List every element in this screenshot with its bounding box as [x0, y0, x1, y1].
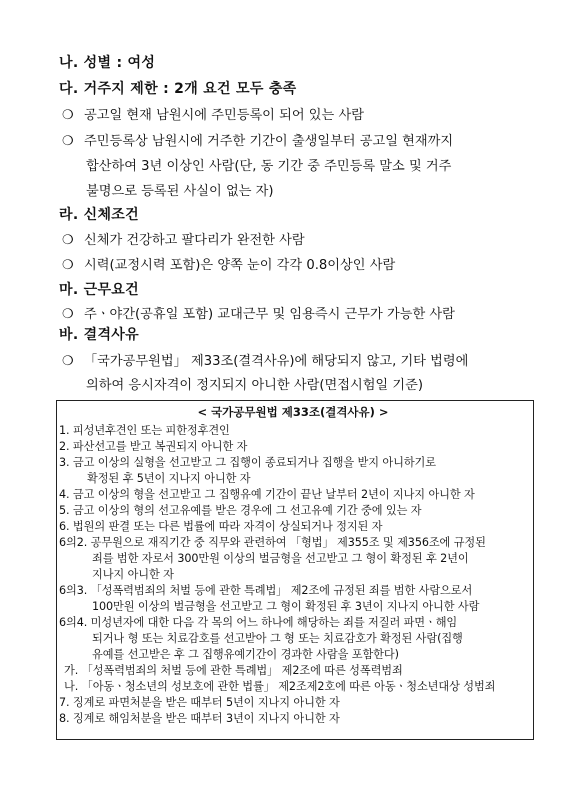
- bullet-icon: ❍: [62, 258, 74, 273]
- bullet-icon: ❍: [62, 134, 74, 149]
- gender-heading: 나. 성별 : 여성: [59, 55, 156, 71]
- law-line-3: 3. 금고 이상의 실형을 선고받고 그 집행이 종료되거나 집행을 받지 아니하기로: [59, 456, 436, 469]
- law-line-6-2: 6의2. 공무원으로 재직기간 중 직무와 관련하여 「형법」 제355조 및 제356조에 규정된: [59, 536, 486, 549]
- residence-item-2: ❍ 주민등록상 남원시에 거주한 기간이 출생일부터 공고일 현재까지: [62, 134, 454, 149]
- physical-item-2: ❍ 시력(교정시력 포함)은 양쪽 눈이 각각 0.8이상인 사람: [62, 258, 396, 273]
- disqual-heading: 바. 결격사유: [59, 327, 139, 343]
- law-line-2: 2. 파산선고를 받고 복권되지 아니한 자: [59, 440, 248, 453]
- disqual-item-cont: 의하여 응시자격이 정지되지 아니한 사람(면접시험일 기준): [86, 378, 423, 393]
- residence-item-2-cont-2: 불명으로 등록된 사실이 없는 자): [86, 184, 274, 199]
- physical-item-1: ❍ 신체가 건강하고 팔다리가 완전한 사람: [62, 233, 305, 248]
- law-line-6-3: 6의3. 「성폭력범죄의 처벌 등에 관한 특례법」 제2조에 규정된 죄를 범한 사람으로서: [59, 584, 473, 597]
- work-heading: 마. 근무요건: [59, 282, 139, 298]
- bullet-icon: ❍: [62, 233, 74, 248]
- physical-heading: 라. 신체조건: [59, 207, 139, 223]
- disqual-item: ❍ 「국가공무원법」 제33조(결격사유)에 해당되지 않고, 기타 법령에: [62, 354, 469, 369]
- bullet-icon: ❍: [62, 108, 74, 123]
- bullet-icon: ❍: [62, 354, 74, 369]
- work-item-1: ❍ 주ㆍ야간(공휴일 포함) 교대근무 및 임용즉시 근무가 가능한 사람: [62, 307, 455, 322]
- law-line-8: 8. 징계로 해임처분을 받은 때부터 3년이 지나지 아니한 자: [59, 712, 340, 725]
- law-line-6-4-cont-1: 되거나 형 또는 치료감호를 선고받아 그 형 또는 치료감호가 확정된 사람(집행: [92, 632, 463, 645]
- residence-item-2-cont-1: 합산하여 3년 이상인 사람(단, 동 기간 중 주민등록 말소 및 거주: [86, 159, 452, 174]
- law-line-6-4-cont-2: 유예를 선고받은 후 그 집행유예기간이 경과한 사람을 포함한다): [92, 648, 399, 661]
- law-line-5: 5. 금고 이상의 형의 선고유예를 받은 경우에 그 선고유예 기간 중에 있는 자: [59, 504, 422, 517]
- law-line-6: 6. 법원의 판결 또는 다른 법률에 따라 자격이 상실되거나 정지된 자: [59, 520, 383, 533]
- residence-item-1: ❍ 공고일 현재 남원시에 주민등록이 되어 있는 사람: [62, 108, 364, 123]
- bullet-icon: ❍: [62, 307, 74, 322]
- law-line-6-4: 6의4. 미성년자에 대한 다음 각 목의 어느 하나에 해당하는 죄를 저질러 파면ㆍ해임: [59, 616, 458, 629]
- residence-heading: 다. 거주지 제한 : 2개 요건 모두 충족: [59, 81, 297, 97]
- law-line-6-2-cont-1: 죄를 범한 자로서 300만원 이상의 벌금형을 선고받고 그 형이 확정된 후 2년이: [92, 552, 469, 565]
- law-line-6-3-cont: 100만원 이상의 벌금형을 선고받고 그 형이 확정된 후 3년이 지나지 아니한 사람: [92, 600, 480, 613]
- law-line-1: 1. 피성년후견인 또는 피한정후견인: [59, 424, 230, 437]
- law-line-6-4-ga: 가. 「성폭력범죄의 처벌 등에 관한 특례법」 제2조에 따른 성폭력범죄: [64, 664, 403, 677]
- law-line-4: 4. 금고 이상의 형을 선고받고 그 집행유예 기간이 끝난 날부터 2년이 지나지 아니한 자: [59, 488, 475, 501]
- law-line-3-cont: 확정된 후 5년이 지나지 아니한 자: [87, 472, 251, 485]
- law-line-6-4-na: 나. 「아동ㆍ청소년의 성보호에 관한 법률」 제2조제2호에 따른 아동ㆍ청소년대상 성범죄: [64, 680, 496, 693]
- law-box-title: < 국가공무원법 제33조(결격사유) >: [197, 405, 389, 419]
- law-line-6-2-cont-2: 지나지 아니한 자: [92, 568, 174, 581]
- law-line-7: 7. 징계로 파면처분을 받은 때부터 5년이 지나지 아니한 자: [59, 696, 340, 709]
